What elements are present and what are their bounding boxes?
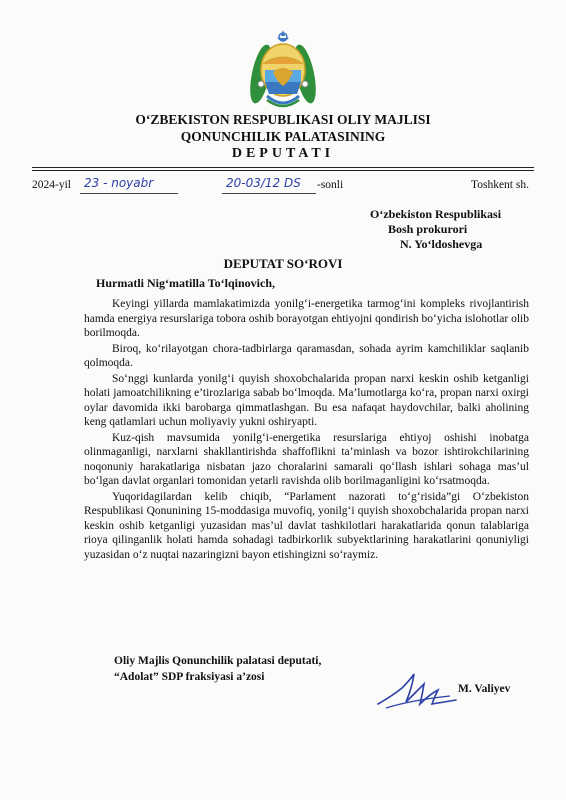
letter-body	[84, 297, 529, 563]
document-title: DEPUTAT SO‘ROVI	[223, 256, 343, 271]
paragraph: Kuz-qish mavsumida yonilg‘i-energetika resurslariga ehtiyoj oshishi inobatga olinmaganligi, narxlarni shakllantirishda shaffoflikni ta’minlash va bozor ishtirokchilarining noqonuniy harakatlariga nisbatan jazo choralarini samarali qo‘llash ishlari sohaga mas’ul bo‘lgan davlat organlari tomonidan yetarli ravishda olib borilmaganligini ko‘rsatmoqda.	[84, 431, 529, 487]
header-rule-top	[32, 167, 534, 168]
paragraph: Keyingi yillarda mamlakatimizda yonilg‘i-energetika tarmog‘ini kompleks rivojlantirish hamda energiya resurslariga tobora oshib borayotgan ehtiyojni qondirish bo‘yicha islohotlar olib borilmoqda.	[84, 298, 529, 339]
number-handwritten: 20-03/12 DS	[226, 176, 301, 190]
year-label: 2024-yil	[32, 179, 71, 191]
handwritten-signature-icon	[372, 666, 460, 716]
date-underline	[80, 193, 178, 194]
state-emblem-icon	[243, 24, 323, 114]
signatory-title: Oliy Majlis Qonunchilik palatasi deputati,	[114, 655, 322, 667]
number-suffix: -sonli	[317, 179, 344, 191]
header-line-1: O‘ZBEKISTON RESPUBLIKASI OLIY MAJLISI	[135, 112, 431, 127]
signatory-name: M. Valiyev	[458, 683, 511, 695]
date-handwritten: 23 - noyabr	[84, 176, 154, 190]
paragraph: Biroq, ko‘rilayotgan chora-tadbirlarga qaramasdan, sohada ayrim kamchiliklar saqlanib qolmoqda.	[84, 342, 529, 369]
addressee-line-2: Bosh prokurori	[388, 222, 468, 236]
addressee-line-1: O‘zbekiston Respublikasi	[370, 207, 502, 221]
signatory-faction: “Adolat” SDP fraksiyasi a’zosi	[114, 671, 265, 683]
addressee-line-3: N. Yo‘ldoshevga	[400, 237, 483, 251]
header-rule-bottom	[32, 170, 534, 171]
header-line-2: QONUNCHILIK PALATASINING	[180, 129, 386, 144]
number-underline	[222, 193, 316, 194]
greeting: Hurmatli Nig‘matilla To‘lqinovich,	[96, 276, 276, 290]
paragraph: Yuqoridagilardan kelib chiqib, “Parlament nazorati to‘g‘risida”gi O‘zbekiston Respublikasi Qonunining 15-moddasiga muvofiq, yonilg‘i quyish shoxobchalarida propan narxi keskin oshib ketganligi yuzasidan mas’ul davlat tashkilotlari harakatlarida qonun talablariga rioya qilinganlik holati hamda sohadagi tadbirkorlik subyektlarining harakatlarini qonuniyligi yuzasidan o‘z nuqtai nazaringizni bayon etishingizni so‘raymiz.	[84, 490, 529, 561]
header-line-3: DEPUTATI	[231, 146, 335, 161]
paragraph: So‘nggi kunlarda yonilg‘i quyish shoxobchalarida propan narxi keskin oshib ketganligi holati jamoatchilikning e’tirozlariga sabab bo‘lmoqda. Ma’lumotlarga ko‘ra, propan narxi oxirgi oylar davomida ikki barobarga qimmatlashgan. Bu esa nafaqat haydovchilar, balki aholining keng qatlamlari uchun moliyaviy yukni oshiryapti.	[84, 372, 529, 428]
city-label: Toshkent sh.	[471, 179, 529, 191]
